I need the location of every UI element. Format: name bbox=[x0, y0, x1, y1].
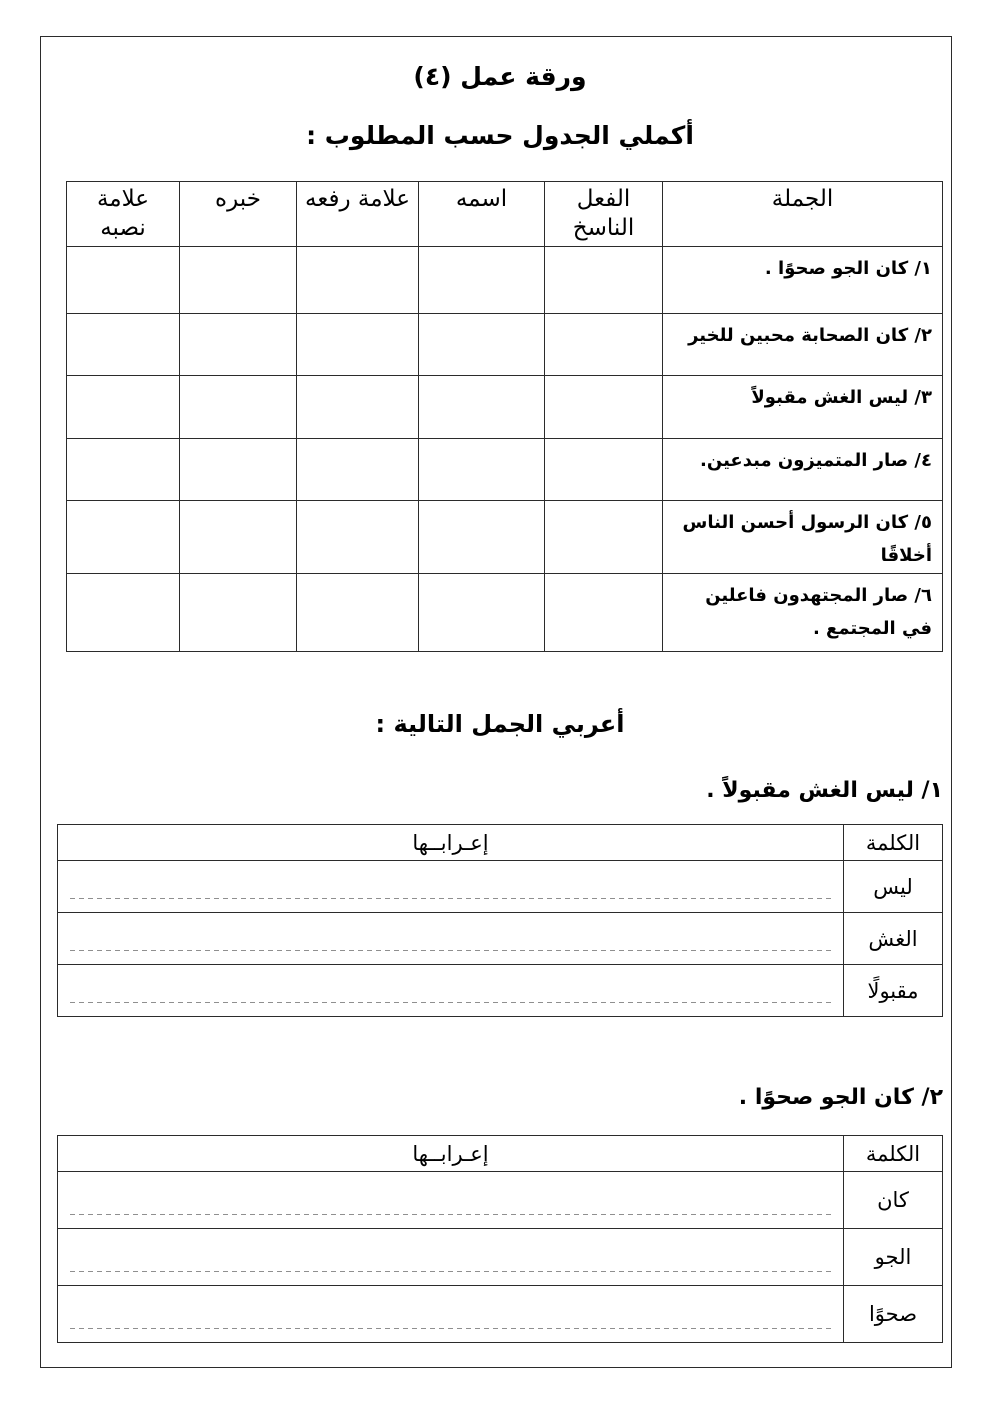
parsing-table-header-row bbox=[58, 825, 943, 861]
parsing-row bbox=[58, 1172, 943, 1229]
table-header-row bbox=[67, 182, 943, 247]
answer-cell bbox=[419, 501, 545, 574]
word-cell: صحوًا bbox=[844, 1286, 943, 1343]
sentence-cell: ٢/ كان الصحابة محبين للخير bbox=[663, 314, 943, 376]
word-cell: الجو bbox=[844, 1229, 943, 1286]
page-border bbox=[40, 36, 952, 1368]
sentence-cell: ٦/ صار المجتهدون فاعلين في المجتمع . bbox=[663, 574, 943, 652]
answer-cell bbox=[545, 439, 663, 501]
word-cell: الغش bbox=[844, 913, 943, 965]
answer-cell bbox=[545, 314, 663, 376]
table-row bbox=[67, 247, 943, 314]
answer-cell bbox=[67, 376, 180, 439]
exercise-sentence-1: ١/ ليس الغش مقبولاً . bbox=[706, 778, 943, 803]
answer-cell bbox=[180, 314, 297, 376]
answer-cell bbox=[419, 439, 545, 501]
answer-cell bbox=[180, 439, 297, 501]
parsing-answer-cell bbox=[58, 1172, 844, 1229]
answer-cell bbox=[297, 376, 419, 439]
worksheet-content bbox=[41, 61, 951, 1343]
parsing-row bbox=[58, 913, 943, 965]
parsing-table-2 bbox=[57, 1135, 943, 1343]
answer-cell bbox=[67, 574, 180, 652]
col-header-accusative-mark: علامة نصبه bbox=[67, 182, 180, 247]
answer-cell bbox=[67, 247, 180, 314]
parsing-row bbox=[58, 861, 943, 913]
table-row bbox=[67, 376, 943, 439]
answer-cell bbox=[545, 247, 663, 314]
word-column-header: الكلمة bbox=[844, 825, 943, 861]
answer-cell bbox=[67, 501, 180, 574]
sentence-cell: ٥/ كان الرسول أحسن الناس أخلاقًا bbox=[663, 501, 943, 574]
answer-cell bbox=[419, 247, 545, 314]
parsing-answer-cell bbox=[58, 1286, 844, 1343]
answer-cell bbox=[180, 501, 297, 574]
grammar-analysis-table bbox=[66, 181, 943, 652]
table-row bbox=[67, 501, 943, 574]
answer-cell bbox=[545, 501, 663, 574]
answer-line bbox=[70, 1002, 831, 1003]
table-row bbox=[67, 574, 943, 652]
answer-line bbox=[70, 1214, 831, 1215]
answer-cell bbox=[545, 376, 663, 439]
answer-cell bbox=[180, 247, 297, 314]
answer-cell bbox=[297, 574, 419, 652]
word-cell: كان bbox=[844, 1172, 943, 1229]
answer-line bbox=[70, 1328, 831, 1329]
answer-line bbox=[70, 950, 831, 951]
parsing-answer-cell bbox=[58, 913, 844, 965]
col-header-its-noun: اسمه bbox=[419, 182, 545, 247]
table-row bbox=[67, 439, 943, 501]
exercise-sentence-2: ٢/ كان الجو صحوًا . bbox=[738, 1085, 943, 1110]
answer-cell bbox=[297, 247, 419, 314]
worksheet-title: ورقة عمل (٤) bbox=[413, 62, 587, 91]
parsing-row bbox=[58, 1229, 943, 1286]
parsing-column-header: إعـرابــها bbox=[58, 1136, 844, 1172]
table-row bbox=[67, 314, 943, 376]
word-column-header: الكلمة bbox=[844, 1136, 943, 1172]
parsing-answer-cell bbox=[58, 1229, 844, 1286]
answer-cell bbox=[67, 439, 180, 501]
col-header-copulative-verb: الفعل الناسخ bbox=[545, 182, 663, 247]
word-cell: ليس bbox=[844, 861, 943, 913]
parsing-answer-cell bbox=[58, 861, 844, 913]
parsing-table-header-row bbox=[58, 1136, 943, 1172]
answer-cell bbox=[180, 376, 297, 439]
sentence-cell: ٤/ صار المتميزون مبدعين. bbox=[663, 439, 943, 501]
answer-cell bbox=[297, 439, 419, 501]
answer-line bbox=[70, 898, 831, 899]
parsing-row bbox=[58, 1286, 943, 1343]
answer-cell bbox=[67, 314, 180, 376]
table-instruction: أكملي الجدول حسب المطلوب : bbox=[306, 121, 694, 150]
answer-cell bbox=[419, 574, 545, 652]
parsing-row bbox=[58, 965, 943, 1017]
parsing-table-1 bbox=[57, 824, 943, 1017]
answer-cell bbox=[419, 314, 545, 376]
answer-cell bbox=[180, 574, 297, 652]
word-cell: مقبولًا bbox=[844, 965, 943, 1017]
parsing-section-heading: أعربي الجمل التالية : bbox=[375, 710, 625, 738]
answer-cell bbox=[545, 574, 663, 652]
col-header-sentence: الجملة bbox=[663, 182, 943, 247]
answer-cell bbox=[297, 314, 419, 376]
sentence-cell: ٣/ ليس الغش مقبولاً bbox=[663, 376, 943, 439]
answer-cell bbox=[297, 501, 419, 574]
answer-line bbox=[70, 1271, 831, 1272]
col-header-nominative-mark: علامة رفعه bbox=[297, 182, 419, 247]
answer-cell bbox=[419, 376, 545, 439]
col-header-predicate: خبره bbox=[180, 182, 297, 247]
sentence-cell: ١/ كان الجو صحوًا . bbox=[663, 247, 943, 314]
parsing-column-header: إعـرابــها bbox=[58, 825, 844, 861]
parsing-answer-cell bbox=[58, 965, 844, 1017]
